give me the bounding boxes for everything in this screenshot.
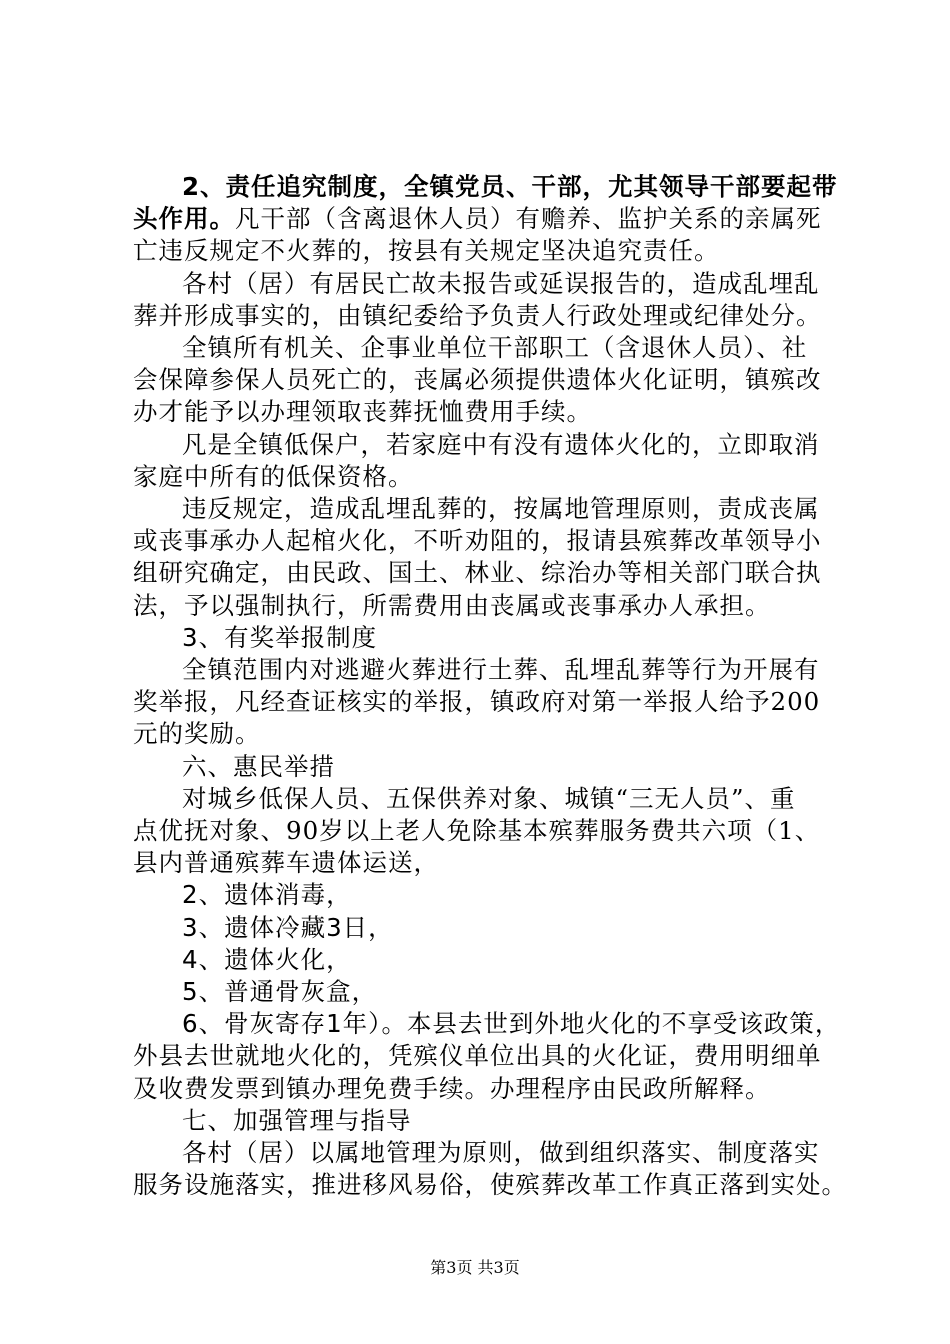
list-item-disinfection: 2、遗体消毒，: [182, 880, 352, 910]
body-text: 葬并形成事实的，由镇纪委给予负责人行政处理或纪律处分。: [133, 300, 822, 330]
body-text: 亡违反规定不火葬的，按县有关规定坚决追究责任。: [133, 236, 720, 266]
heading-benefit-measures: 六、惠民举措: [182, 751, 335, 781]
paragraph-reward: [133, 654, 833, 751]
body-text: 会保障参保人员死亡的，丧属必须提供遗体火化证明，镇殡改: [133, 365, 822, 395]
paragraph-cadre-cremation: [133, 332, 833, 429]
paragraph-low-income: [133, 429, 833, 493]
body-text: 法，予以强制执行，所需费用由丧属或丧事承办人承担。: [133, 590, 771, 620]
list-item-ash-storage: 6、骨灰寄存1年）: [182, 1009, 382, 1039]
body-text: 全镇所有机关、企事业单位干部职工（含退休人员）、社: [182, 333, 808, 363]
list-item-cremation: 4、遗体火化，: [182, 944, 352, 974]
body-text: 全镇范围内对逃避火葬进行土葬、乱埋乱葬等行为开展有: [182, 655, 820, 685]
document-body: [133, 171, 847, 1202]
paragraph-management: [133, 1137, 847, 1201]
bold-heading-text: 头作用。: [133, 204, 235, 234]
body-text: 县内普通殡葬车遗体运送，: [133, 848, 439, 878]
paragraph-village-report: [133, 268, 833, 332]
paragraph-responsibility: [133, 171, 838, 268]
heading-management: 七、加强管理与指导: [182, 1105, 412, 1135]
paragraph-ash-storage: [133, 1008, 841, 1105]
body-text: 点优抚对象、90岁以上老人免除基本殡葬服务费共六项（1、: [133, 816, 821, 846]
body-text: 凡是全镇低保户，若家庭中有没有遗体火化的，立即取消: [182, 429, 820, 459]
list-item-cold-storage: 3、遗体冷藏3日，: [182, 912, 394, 942]
body-text: 服务设施落实，推进移风易俗，使殡葬改革工作真正落到实处。: [133, 1170, 847, 1200]
body-text: 各村（居）以属地管理为原则，做到组织落实、制度落实: [182, 1138, 820, 1168]
paragraph-benefit: [133, 783, 833, 880]
body-text: 。本县去世到外地火化的不享受该政策，: [381, 1009, 841, 1039]
paragraph-violation: [133, 493, 833, 622]
body-text: 及收费发票到镇办理免费手续。办理程序由民政所解释。: [133, 1073, 771, 1103]
page-number-footer: 第3页 共3页: [430, 1258, 520, 1277]
heading-reward-report: 3、有奖举报制度: [182, 622, 378, 652]
body-text: 各村（居）有居民亡故未报告或延误报告的，造成乱埋乱: [182, 268, 820, 298]
bold-heading-text: 2、责任追究制度，全镇党员、干部，尤其领导干部要起带: [182, 172, 838, 201]
body-text: 对城乡低保人员、五保供养对象、城镇“三无人员”、重: [182, 783, 796, 813]
body-text: 办才能予以办理领取丧葬抚恤费用手续。: [133, 397, 592, 427]
body-text: 外县去世就地火化的，凭殡仪单位出具的火化证，费用明细单: [133, 1041, 822, 1071]
body-text: 或丧事承办人起棺火化，不听劝阻的，报请县殡葬改革领导小: [133, 526, 822, 556]
body-text: 奖举报，凡经查证核实的举报，镇政府对第一举报人给予200: [133, 687, 821, 717]
body-text: 元的奖励。: [133, 719, 261, 749]
body-text: 凡干部（含离退休人员）有赡养、监护关系的亲属死: [235, 204, 822, 234]
body-text: 组研究确定，由民政、国土、林业、综治办等相关部门联合执: [133, 558, 822, 588]
body-text: 违反规定，造成乱埋乱葬的，按属地管理原则，责成丧属: [182, 494, 820, 524]
body-text: 家庭中所有的低保资格。: [133, 461, 414, 491]
list-item-urn: 5、普通骨灰盒，: [182, 977, 378, 1007]
